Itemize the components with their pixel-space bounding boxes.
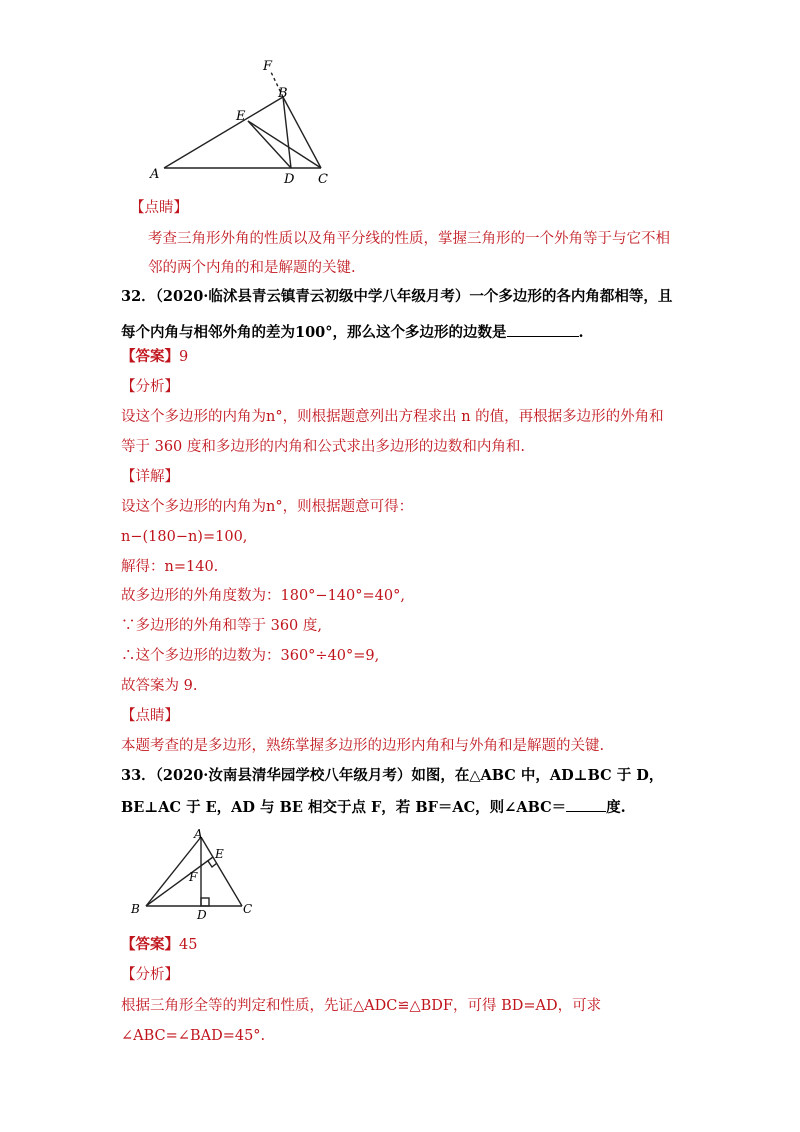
q32-stem-text: 每个内角与相邻外角的差为100°，那么这个多边形的边数是 [121,324,507,341]
label-d: D [284,172,295,187]
q33-answer [121,935,197,955]
q32-step-4: 故多边形的外角度数为：180°−140°=40°, [121,588,405,604]
q32-fenxi-label: 【分析】 [121,379,179,395]
q32-answer-label: 【答案】 [121,348,179,365]
segment-bd [283,97,291,168]
q32-xiangjie-label: 【详解】 [121,469,179,485]
label-d: D [197,908,207,922]
q33-stem-line-2 [121,797,626,818]
q32-step-3: 解得：n=140. [121,559,219,575]
q33-fenxi-line-2: ∠ABC=∠BAD=45°. [121,1028,266,1044]
q32-fenxi-line-1: 设这个多边形的内角为n°，则根据题意列出方程求出 n 的值，再根据多边形的外角和 [121,409,664,425]
figure-triangle-1 [140,55,350,190]
q33-fenxi-line-1: 根据三角形全等的判定和性质，先证△ADC≌△BDF，可得 BD=AD，可求 [121,998,602,1014]
q32-stem-period: . [578,324,584,341]
label-c: C [243,902,253,916]
label-b: B [131,902,140,916]
label-e: E [215,847,224,861]
q31-dianjing-line-1: 考查三角形外角的性质以及角平分线的性质，掌握三角形的一个外角等于与它不相 [148,231,670,247]
q32-step-7: 故答案为 9. [121,678,198,694]
q33-answer-value: 45 [179,937,198,953]
q31-dianjing-label: 【点睛】 [130,200,188,216]
q32-answer-blank [507,322,579,337]
q32-stem-line-1: 32．（2020·临沭县青云镇青云初级中学八年级月考）一个多边形的各内角都相等，且 [121,288,673,305]
q32-answer-value: 9 [179,349,189,365]
figure-triangle-2 [125,822,265,922]
q32-step-6: ∴这个多边形的边数为：360°÷40°=9, [121,648,380,664]
q33-stem-text: BE⊥AC 于 E，AD 与 BE 相交于点 F，若 BF＝AC，则∠ABC＝ [121,799,567,816]
label-a: A [194,827,203,841]
q33-stem-tail: 度. [606,799,626,816]
q33-stem-line-1: 33．（2020·汝南县清华园学校八年级月考）如图，在△ABC 中，AD⊥BC 于 D， [121,767,664,784]
label-f: F [263,59,273,74]
label-a: A [150,167,160,182]
q32-step-5: ∵多边形的外角和等于 360 度, [121,618,323,634]
q33-answer-blank [566,797,606,812]
right-angle-d [201,898,209,906]
q33-fenxi-label: 【分析】 [121,967,179,983]
q32-dianjing-line-1: 本题考查的是多边形，熟练掌握多边形的边形内角和与外角和是解题的关键. [121,738,605,754]
label-e: E [236,109,246,124]
label-b: B [278,86,288,101]
q32-stem-line-2 [121,322,584,343]
label-c: C [318,172,328,187]
q32-dianjing-label: 【点睛】 [121,708,179,724]
q31-dianjing-line-2: 邻的两个内角的和是解题的关键. [148,260,356,276]
q32-step-2: n−(180−n)=100, [121,529,248,545]
q32-step-1: 设这个多边形的内角为n°，则根据题意可得： [121,499,414,515]
segment-bc [283,97,321,168]
q32-fenxi-line-2: 等于 360 度和多边形的内角和公式求出多边形的边数和内角和. [121,439,526,455]
label-f: F [189,870,198,884]
q32-answer [121,347,188,367]
q33-answer-label: 【答案】 [121,936,179,953]
